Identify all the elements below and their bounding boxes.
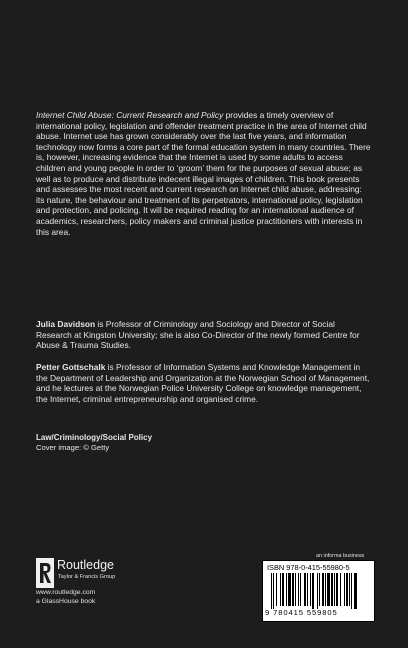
- publisher-group: Taylor & Francis Group: [58, 574, 116, 580]
- barcode-stripe: [282, 573, 284, 606]
- barcode-stripe: [354, 573, 357, 609]
- barcode-stripe: [276, 573, 277, 606]
- barcode-stripe: [325, 573, 326, 606]
- barcode-stripe: [317, 573, 318, 609]
- barcode-stripe: [310, 573, 311, 606]
- description-text: provides a timely overview of international policy, legislation and offender treatment practice in the area of Internet child abuse. Internet use has grown considerably over the last five years, and information technology now forms a core part of the formal education system in many countries. There is, however, increasing evidence that the Internet is used by some adults to access children and young people in order to ‘groom’ them for the purposes of sexual abuse; as well as to produce and distribute indecent illegal images of children. This book presents and assesses the most recent and current research on Internet child abuse, addressing: its nature, the behaviour and treatment of its perpetrators, international policy, legislation and protection, and policing. It will be required reading for an international audience of academics, researchers, policy makers and criminal justice practitioners with interests in this area.: [36, 110, 371, 237]
- barcode-stripe: [298, 573, 299, 606]
- routledge-r-icon: [36, 558, 54, 588]
- barcode-stripe: [344, 573, 345, 606]
- book-description: [36, 110, 372, 237]
- author-name: Petter Gottschalk: [36, 362, 106, 372]
- barcode-stripe: [280, 573, 281, 606]
- cover-credit: Cover image: © Getty: [36, 443, 110, 452]
- author-bio-gottschalk: [36, 362, 372, 404]
- barcode-stripe: [312, 573, 314, 609]
- publisher-imprint: a GlassHouse book: [36, 598, 96, 605]
- barcode-stripe: [286, 573, 287, 606]
- publisher-website: www.routledge.com: [36, 589, 96, 596]
- isbn-barcode: [262, 560, 375, 622]
- barcode-stripe: [288, 573, 291, 606]
- isbn-number: ISBN 978-0-415-55980-5: [267, 563, 350, 572]
- barcode-stripe: [295, 573, 296, 606]
- barcode-stripe: [334, 573, 335, 606]
- author-bio-text: is Professor of Criminology and Sociology and Director of Social Research at Kingston University; she is also Co-Director of the newly formed Centre for Abuse & Trauma Studies.: [36, 319, 360, 351]
- barcode-stripe: [304, 573, 306, 606]
- barcode-bars: [271, 573, 367, 609]
- barcode-stripe: [273, 573, 274, 609]
- author-name: Julia Davidson: [36, 319, 96, 329]
- publisher-name: Routledge: [57, 558, 114, 572]
- barcode-stripe: [327, 573, 330, 606]
- barcode-stripe: [319, 573, 320, 606]
- barcode-stripe: [340, 573, 341, 606]
- barcode-stripe: [336, 573, 338, 606]
- informa-tagline: an informa business: [316, 553, 365, 559]
- barcode-stripe: [300, 573, 301, 606]
- barcode-stripe: [322, 573, 324, 606]
- barcode-digits: 9 780415 559805: [265, 608, 338, 617]
- barcode-stripe: [271, 573, 272, 609]
- subject-category: Law/Criminology/Social Policy: [36, 433, 153, 442]
- barcode-stripe: [292, 573, 294, 606]
- barcode-stripe: [307, 573, 308, 606]
- barcode-stripe: [346, 573, 348, 606]
- barcode-stripe: [331, 573, 333, 606]
- author-bio-davidson: [36, 319, 372, 351]
- barcode-stripe: [349, 573, 350, 606]
- book-title: Internet Child Abuse: Current Research and Policy: [36, 110, 224, 120]
- author-bio-text: is Professor of Information Systems and Knowledge Management in the Department of Leadership and Organization at the Norwegian School of Management, and he lectures at the Norwegian Police University College on knowledge management, the Internet, criminal entrepreneurship and organised crime.: [36, 362, 370, 404]
- barcode-stripe: [351, 573, 352, 609]
